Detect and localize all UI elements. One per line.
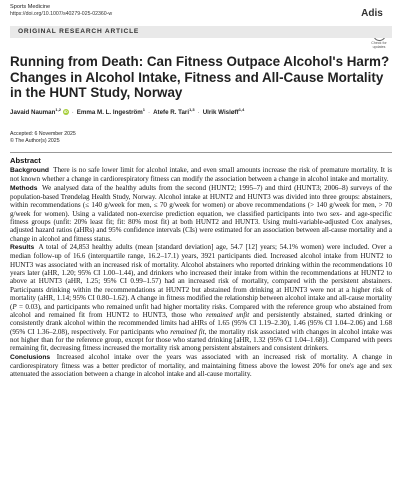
author-name[interactable]: Ulrik Wisløff$^{1,4}$ — [202, 107, 245, 117]
abstract-results: Results A total of 24,853 healthy adults (mean [standard deviation] age, 54.7 [12] years; 54.1% women) were included. Over a median follow-up of 16.6 (interquartile range, 16.2–17.1) years, 3921 participants died. Increased alcohol intake from HUNT2 to HUNT3 was associated with an increased risk of mortality. Alcohol abstainers who reported drinking within the recommendations 10 years later (aHR, 1.20; 95% CI 1.00–1.44), and drinkers who increased their intake from within the recommendations at HUNT2 to above at HUNT3 (aHR, 1.25; 95% CI 0.99–1.57) had an increased risk of mortality, compared with the persistent abstainers. Participants drinking within the recommendations at HUNT2 but abstained from drinking at HUNT3 were not at a higher risk of mortality (aHR, 1.14; 95% CI 0.80–1.62). A change in fitness modified the relationship between alcohol intake and all-cause mortality (P = 0.03), and participants who remained unfit had higher mortality risks. Compared with the reference group who abstained from alcohol and remained fit from HUNT2 to HUNT3, those who remained unfit and persistently abstained, started drinking or consistently drank alcohol within the recommended limits had aHRs of 1.65 (95% CI 1.19–2.30), 1.46 (95% CI 1.04–2.06) and 1.68 (95% CI 1.36–2.08), respectively. For participants who remained fit, the mortality risk associated with changes in alcohol intake was not higher than for the reference group, except for those who started drinking [aHR, 1.32 (95% CI 1.04–1.68)]. Compared with peers remaining fit, decreasing fitness increased the mortality risk among persistent abstainers and consistent drinkers. — [10, 243, 393, 353]
article-type-bar — [10, 26, 392, 38]
author-name[interactable]: Atefe R. Tari$^{1,3}$ — [153, 107, 195, 117]
abstract-body — [10, 166, 392, 379]
orcid-icon[interactable]: iD — [63, 109, 68, 115]
article-type: ORIGINAL RESEARCH ARTICLE — [18, 28, 140, 35]
doi-link[interactable]: https://doi.org/10.1007/s40279-025-02360-w — [10, 11, 113, 17]
copyright: © The Author(s) 2025 — [10, 138, 60, 145]
abstract-background: Background There is no safe lower limit for alcohol intake, and even small amounts increase the risk of premature mortality. It is not known whether a change in cardiorespiratory fitness can modify the association between a change in alcohol intake and mortality. — [10, 166, 392, 184]
author-name[interactable]: Emma M. L. Ingeström$^1$ — [76, 107, 146, 117]
publisher-logo — [350, 0, 394, 26]
article-title: Running from Death: Can Fitness Outpace Alcohol's Harm? Changes in Alcohol Intake, Fitness and All-Cause Mortality in the HUNT Study, Norway — [10, 54, 390, 101]
check-for-updates-label: Check for updates — [371, 41, 387, 50]
accepted-date: Accepted: 6 November 2025 — [10, 131, 76, 137]
abstract-conclusions: Conclusions Increased alcohol intake over the years was associated with an increased risk of mortality. A change in cardiorespiratory fitness was a better predictor of mortality, and maintaining fitness above the lowest 20% for one's age and sex attenuated the association between a change in alcohol intake and all-cause mortality. — [10, 352, 392, 379]
journal-name: Sports Medicine — [10, 4, 51, 10]
author-list: Javaid Nauman$^{1,2}$ iD · Emma M. L. Ingeström$^1$ · Atefe R. Tari$^{1,3}$ · Ulrik Wisløff$^{1,4}$ — [10, 107, 245, 117]
divider — [10, 152, 392, 153]
publisher-logo-text: Adis — [361, 7, 383, 19]
abstract-heading: Abstract — [10, 156, 41, 165]
abstract-methods: Methods We analysed data of the healthy adults from the second (HUNT2; 1995–7) and third (HUNT3; 2006–8) surveys of the population-based Trøndelag Health Study, Norway. Alcohol intake at HUNT2 and HUNT3 was divided into three groups: abstainers, within recommendations (≤ 140 g/week for men, ≤ 70 g/week for women) or above recommendations (> 140 g/week for men, > 70 g/week for women). Using a validated non-exercise prediction equation, we classified participants into two sex- and age-specific fitness groups (unfit: 20% least fit; fit: 80% most fit) at both HUNT2 and HUNT3. Using multi-variable-adjusted Cox analyses, adjusted hazard ratios (aHRs) and 95% confidence intervals (CIs) were estimated for an association between all-cause mortality and a change in alcohol and fitness status. — [10, 183, 392, 243]
publication-dates — [10, 131, 76, 146]
author-name[interactable]: Javaid Nauman$^{1,2}$ iD — [10, 107, 68, 117]
